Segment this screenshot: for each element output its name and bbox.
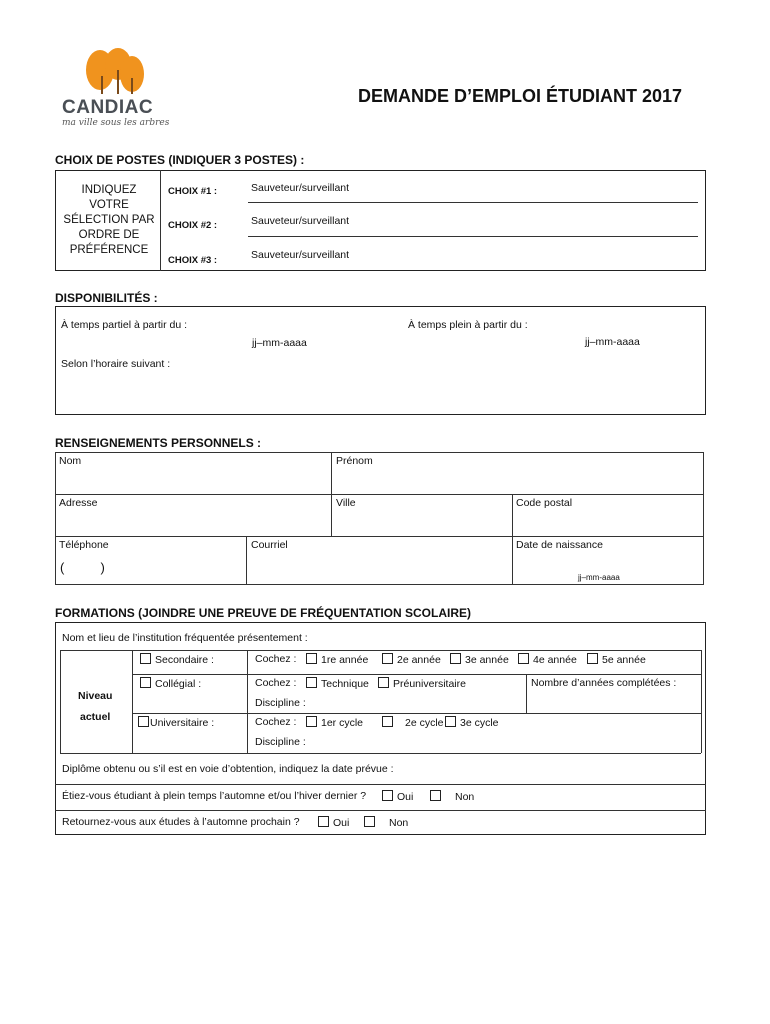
sec-option-4[interactable]: 4e année — [518, 653, 577, 666]
retour-oui[interactable]: Oui — [318, 816, 349, 829]
ville-field[interactable] — [331, 494, 513, 537]
plein-date[interactable]: jj–mm-aaaa — [585, 336, 640, 348]
courriel-label: Courriel — [251, 539, 288, 551]
logo-wordmark: CANDIAC — [62, 97, 154, 118]
institution-label: Nom et lieu de l’institution fréquentée présentement : — [62, 632, 308, 644]
actuel-label: actuel — [80, 711, 111, 723]
choix-2-value[interactable]: Sauveteur/surveillant — [251, 215, 350, 227]
etudiant-non[interactable]: Non — [430, 790, 474, 803]
prenom-label: Prénom — [336, 455, 373, 467]
nom-field[interactable] — [55, 452, 332, 495]
niveau-label: Niveau — [78, 690, 113, 702]
formation-heading: FORMATIONS (JOINDRE UNE PREUVE DE FRÉQUENTATION SCOLAIRE) — [55, 606, 472, 620]
uni-option-1[interactable]: 1er cycle — [306, 716, 363, 729]
telephone-label: Téléphone — [59, 539, 109, 551]
sec-cochez-label: Cochez : — [255, 653, 297, 665]
annees-label: Nombre d’années complétées : — [531, 677, 677, 689]
collegial-checkbox[interactable] — [140, 677, 151, 688]
choix-2-label: CHOIX #2 : — [168, 220, 218, 231]
sec-option-1[interactable]: 1re année — [306, 653, 368, 666]
choix-1-value[interactable]: Sauveteur/surveillant — [251, 182, 350, 194]
col-option-2[interactable]: Préuniversitaire — [378, 677, 466, 690]
choix-instruction: INDIQUEZ VOTRE SÉLECTION PAR ORDRE DE PRÉFÉRENCE — [63, 184, 155, 256]
sec-option-2[interactable]: 2e année — [382, 653, 441, 666]
form-title: DEMANDE D’EMPLOI ÉTUDIANT 2017 — [358, 86, 683, 106]
uni-discipline-label: Discipline : — [255, 736, 306, 748]
collegial-option[interactable]: Collégial : — [140, 677, 201, 690]
sec-option-5[interactable]: 5e année — [587, 653, 646, 666]
ville-label: Ville — [336, 497, 356, 509]
uni-option-3[interactable]: 3e cycle — [445, 716, 499, 729]
etudiant-oui[interactable]: Oui — [382, 790, 413, 803]
etudiant-question: Étiez-vous étudiant à plein temps l’automne et/ou l’hiver dernier ? — [62, 790, 367, 802]
universitaire-option[interactable]: Universitaire : — [138, 716, 214, 729]
col-option-1[interactable]: Technique — [306, 677, 369, 690]
secondaire-option[interactable]: Secondaire : — [140, 653, 214, 666]
horaire-label: Selon l’horaire suivant : — [61, 358, 171, 370]
partiel-date[interactable]: jj–mm-aaaa — [252, 337, 307, 349]
dispo-heading: DISPONIBILITÉS : — [55, 291, 158, 305]
perso-heading: RENSEIGNEMENTS PERSONNELS : — [55, 436, 262, 450]
naissance-format: jj–mm-aaaa — [578, 573, 620, 582]
nom-label: Nom — [59, 455, 82, 467]
choix-heading: CHOIX DE POSTES (INDIQUER 3 POSTES) : — [55, 153, 305, 167]
sec-option-3[interactable]: 3e année — [450, 653, 509, 666]
col-discipline-label: Discipline : — [255, 697, 306, 709]
retour-question: Retournez-vous aux études à l’automne prochain ? — [62, 816, 300, 828]
adresse-label: Adresse — [59, 497, 98, 509]
secondaire-checkbox[interactable] — [140, 653, 151, 664]
diplome-label: Diplôme obtenu ou s’il est en voie d’obtention, indiquez la date prévue : — [62, 763, 394, 775]
col-cochez-label: Cochez : — [255, 677, 297, 689]
code-postal-label: Code postal — [516, 497, 573, 509]
retour-non[interactable]: Non — [364, 816, 408, 829]
phone-area-code: ( ) — [60, 560, 105, 575]
naissance-label: Date de naissance — [516, 539, 603, 551]
uni-option-2[interactable]: 2e cycle — [382, 716, 444, 729]
logo-tagline: ma ville sous les arbres — [62, 118, 170, 128]
prenom-field[interactable] — [331, 452, 704, 495]
uni-cochez-label: Cochez : — [255, 716, 297, 728]
plein-label: À temps plein à partir du : — [408, 319, 528, 331]
choix-1-label: CHOIX #1 : — [168, 186, 218, 197]
universitaire-checkbox[interactable] — [138, 716, 149, 727]
choix-3-value[interactable]: Sauveteur/surveillant — [251, 249, 350, 261]
choix-3-label: CHOIX #3 : — [168, 255, 218, 266]
partiel-label: À temps partiel à partir du : — [61, 319, 188, 331]
